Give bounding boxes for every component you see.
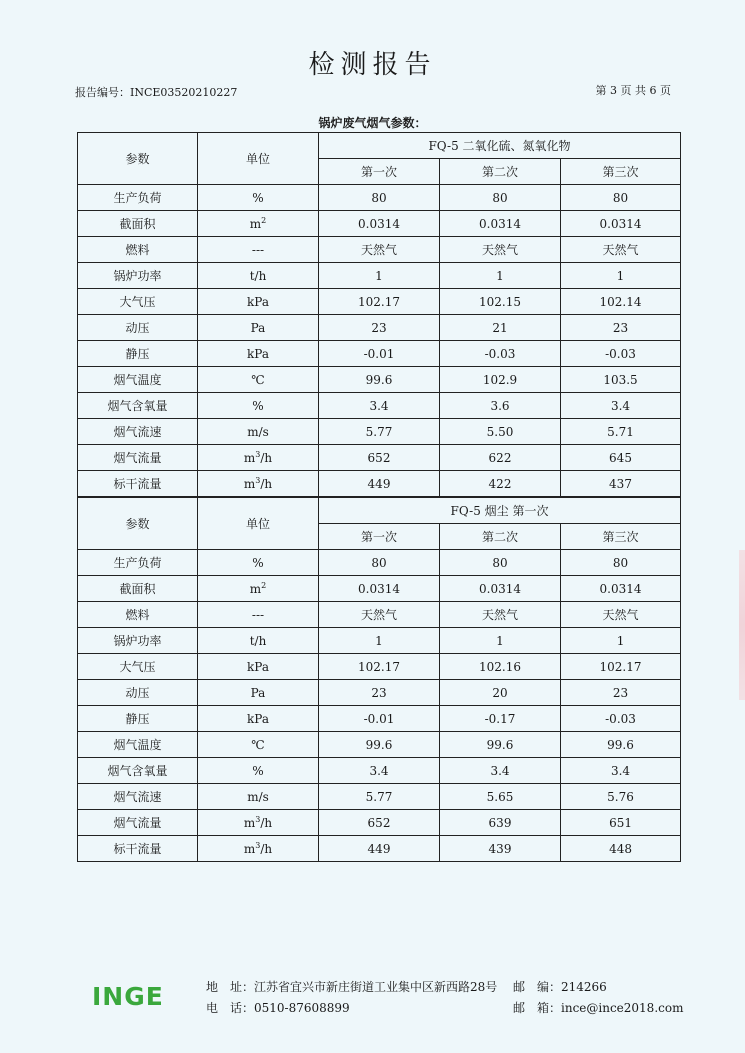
header-run: 第二次: [440, 524, 561, 550]
value-cell: 449: [319, 836, 440, 862]
unit-text: ---: [251, 607, 265, 622]
header-run: 第一次: [319, 524, 440, 550]
value-cell: 99.6: [440, 732, 561, 758]
value-cell: 5.77: [319, 784, 440, 810]
param-cell: 大气压: [78, 654, 198, 680]
table-row: [78, 550, 681, 576]
value-cell: 3.6: [440, 393, 561, 419]
unit-cell: [198, 628, 319, 654]
logo-text: INGE: [92, 982, 164, 1010]
unit-cell: [198, 185, 319, 211]
report-number: 报告编号：INCE03520210227: [75, 86, 238, 99]
footer-postcode: 邮 编：214266: [513, 980, 607, 994]
footer-email: 邮 箱：ince@ince2018.com: [513, 1001, 684, 1015]
param-cell: 燃料: [78, 237, 198, 263]
value-cell: 99.6: [561, 732, 681, 758]
value-cell: 23: [561, 315, 681, 341]
value-cell: 102.14: [561, 289, 681, 315]
unit-superscript: 2: [261, 215, 267, 225]
header-unit: 单位: [198, 133, 319, 185]
unit-cell: [198, 576, 319, 602]
value-cell: 23: [319, 315, 440, 341]
value-cell: 5.50: [440, 419, 561, 445]
table-row: [78, 263, 681, 289]
unit-text: m: [243, 476, 256, 491]
unit-text: kPa: [247, 711, 269, 726]
unit-text: %: [252, 763, 264, 778]
value-cell: 652: [319, 445, 440, 471]
value-cell: 3.4: [561, 393, 681, 419]
table-row: [78, 471, 681, 497]
inge-logo: [92, 980, 174, 1010]
unit-superscript: 3: [255, 475, 261, 485]
value-cell: 102.17: [319, 654, 440, 680]
value-cell: 23: [561, 680, 681, 706]
header-group-title: FQ-5 二氧化硫、氮氧化物: [319, 133, 681, 159]
value-cell: 天然气: [561, 602, 681, 628]
table-row: [78, 706, 681, 732]
header-group-title: FQ-5 烟尘 第一次: [319, 498, 681, 524]
param-cell: 烟气温度: [78, 732, 198, 758]
value-cell: 645: [561, 445, 681, 471]
unit-cell: [198, 263, 319, 289]
unit-text: m/s: [247, 789, 269, 804]
unit-text: m: [243, 815, 256, 830]
footer-phone: 电 话：0510-87608899: [206, 1001, 350, 1015]
value-cell: 102.9: [440, 367, 561, 393]
unit-text: kPa: [247, 346, 269, 361]
header-run: 第二次: [440, 159, 561, 185]
header-param: 参数: [78, 498, 198, 550]
param-cell: 烟气温度: [78, 367, 198, 393]
unit-cell: [198, 315, 319, 341]
value-cell: 80: [319, 185, 440, 211]
unit-text: ---: [251, 242, 265, 257]
unit-cell: [198, 211, 319, 237]
value-cell: 1: [440, 628, 561, 654]
value-cell: 651: [561, 810, 681, 836]
value-cell: 1: [319, 628, 440, 654]
param-cell: 烟气流量: [78, 445, 198, 471]
page-title: 检测报告: [308, 50, 437, 80]
unit-suffix: /h: [260, 841, 273, 856]
value-cell: 0.0314: [319, 576, 440, 602]
unit-cell: [198, 732, 319, 758]
table-row: [78, 576, 681, 602]
unit-text: t/h: [249, 633, 267, 648]
value-cell: 天然气: [440, 602, 561, 628]
unit-cell: [198, 784, 319, 810]
unit-suffix: /h: [260, 815, 273, 830]
value-cell: 0.0314: [561, 211, 681, 237]
param-cell: 燃料: [78, 602, 198, 628]
value-cell: 80: [319, 550, 440, 576]
param-cell: 截面积: [78, 211, 198, 237]
table-header-row: [78, 498, 681, 524]
header-run: 第三次: [561, 159, 681, 185]
table-row: [78, 341, 681, 367]
page-indicator: 第 3 页 共 6 页: [595, 84, 671, 97]
param-cell: 静压: [78, 706, 198, 732]
value-cell: 102.17: [319, 289, 440, 315]
table-row: [78, 810, 681, 836]
value-cell: 5.71: [561, 419, 681, 445]
unit-cell: [198, 471, 319, 497]
value-cell: 5.77: [319, 419, 440, 445]
unit-text: kPa: [247, 659, 269, 674]
unit-superscript: 2: [261, 580, 267, 590]
unit-cell: [198, 341, 319, 367]
table-row: [78, 393, 681, 419]
value-cell: 639: [440, 810, 561, 836]
value-cell: 448: [561, 836, 681, 862]
value-cell: 23: [319, 680, 440, 706]
value-cell: 80: [440, 550, 561, 576]
unit-cell: [198, 758, 319, 784]
unit-cell: [198, 654, 319, 680]
unit-cell: [198, 367, 319, 393]
unit-text: m/s: [247, 424, 269, 439]
unit-text: m: [249, 216, 262, 231]
table-header-row: [78, 133, 681, 159]
unit-cell: [198, 445, 319, 471]
table-caption: 锅炉废气烟气参数：: [318, 116, 427, 130]
table-row: [78, 419, 681, 445]
value-cell: 20: [440, 680, 561, 706]
unit-text: t/h: [249, 268, 267, 283]
value-cell: 99.6: [319, 732, 440, 758]
table-row: [78, 185, 681, 211]
value-cell: 80: [561, 550, 681, 576]
param-cell: 标干流量: [78, 836, 198, 862]
param-cell: 标干流量: [78, 471, 198, 497]
value-cell: 3.4: [319, 758, 440, 784]
unit-text: kPa: [247, 294, 269, 309]
unit-superscript: 3: [255, 814, 261, 824]
table-row: [78, 315, 681, 341]
param-cell: 烟气流量: [78, 810, 198, 836]
value-cell: 天然气: [561, 237, 681, 263]
value-cell: 102.17: [561, 654, 681, 680]
value-cell: 5.65: [440, 784, 561, 810]
value-cell: 天然气: [319, 237, 440, 263]
value-cell: 1: [561, 263, 681, 289]
seal-edge-mark: [739, 550, 745, 700]
value-cell: 5.76: [561, 784, 681, 810]
value-cell: 80: [440, 185, 561, 211]
value-cell: -0.17: [440, 706, 561, 732]
unit-text: %: [252, 398, 264, 413]
unit-text: %: [252, 190, 264, 205]
value-cell: 1: [440, 263, 561, 289]
header-run: 第一次: [319, 159, 440, 185]
unit-cell: [198, 550, 319, 576]
unit-text: %: [252, 555, 264, 570]
unit-cell: [198, 419, 319, 445]
value-cell: 102.16: [440, 654, 561, 680]
flue-gas-table-so2-nox: [77, 132, 681, 497]
table-row: [78, 758, 681, 784]
value-cell: 422: [440, 471, 561, 497]
value-cell: -0.01: [319, 706, 440, 732]
footer-address: 地 址：江苏省宜兴市新庄街道工业集中区新西路28号: [206, 980, 498, 994]
value-cell: 622: [440, 445, 561, 471]
param-cell: 锅炉功率: [78, 628, 198, 654]
table-row: [78, 367, 681, 393]
unit-text: m: [243, 841, 256, 856]
value-cell: 1: [319, 263, 440, 289]
param-cell: 大气压: [78, 289, 198, 315]
param-cell: 烟气含氧量: [78, 758, 198, 784]
value-cell: 0.0314: [561, 576, 681, 602]
header-unit: 单位: [198, 498, 319, 550]
table-row: [78, 732, 681, 758]
value-cell: 99.6: [319, 367, 440, 393]
table-row: [78, 836, 681, 862]
unit-cell: [198, 237, 319, 263]
value-cell: 1: [561, 628, 681, 654]
table-row: [78, 602, 681, 628]
param-cell: 动压: [78, 680, 198, 706]
unit-text: ℃: [251, 737, 265, 752]
unit-cell: [198, 393, 319, 419]
table-row: [78, 628, 681, 654]
value-cell: 0.0314: [440, 576, 561, 602]
param-cell: 烟气含氧量: [78, 393, 198, 419]
param-cell: 烟气流速: [78, 784, 198, 810]
value-cell: -0.01: [319, 341, 440, 367]
table-row: [78, 211, 681, 237]
value-cell: 102.15: [440, 289, 561, 315]
value-cell: -0.03: [561, 706, 681, 732]
value-cell: 3.4: [319, 393, 440, 419]
param-cell: 锅炉功率: [78, 263, 198, 289]
param-cell: 截面积: [78, 576, 198, 602]
value-cell: 449: [319, 471, 440, 497]
header-param: 参数: [78, 133, 198, 185]
unit-text: Pa: [250, 685, 266, 700]
unit-text: m: [249, 581, 262, 596]
param-cell: 生产负荷: [78, 550, 198, 576]
table-row: [78, 237, 681, 263]
unit-cell: [198, 706, 319, 732]
param-cell: 烟气流速: [78, 419, 198, 445]
value-cell: 437: [561, 471, 681, 497]
value-cell: -0.03: [561, 341, 681, 367]
flue-gas-table-dust: [77, 497, 681, 862]
unit-cell: [198, 289, 319, 315]
value-cell: 3.4: [561, 758, 681, 784]
value-cell: 0.0314: [440, 211, 561, 237]
unit-cell: [198, 680, 319, 706]
value-cell: 21: [440, 315, 561, 341]
unit-cell: [198, 836, 319, 862]
unit-cell: [198, 602, 319, 628]
unit-superscript: 3: [255, 840, 261, 850]
value-cell: 天然气: [440, 237, 561, 263]
table-row: [78, 680, 681, 706]
param-cell: 动压: [78, 315, 198, 341]
unit-suffix: /h: [260, 476, 273, 491]
value-cell: 80: [561, 185, 681, 211]
table-row: [78, 445, 681, 471]
value-cell: 103.5: [561, 367, 681, 393]
param-cell: 静压: [78, 341, 198, 367]
unit-suffix: /h: [260, 450, 273, 465]
value-cell: 652: [319, 810, 440, 836]
value-cell: 3.4: [440, 758, 561, 784]
value-cell: 439: [440, 836, 561, 862]
value-cell: 天然气: [319, 602, 440, 628]
table-row: [78, 784, 681, 810]
unit-text: Pa: [250, 320, 266, 335]
unit-text: ℃: [251, 372, 265, 387]
value-cell: 0.0314: [319, 211, 440, 237]
value-cell: -0.03: [440, 341, 561, 367]
table-row: [78, 289, 681, 315]
unit-superscript: 3: [255, 449, 261, 459]
unit-text: m: [243, 450, 256, 465]
header-run: 第三次: [561, 524, 681, 550]
param-cell: 生产负荷: [78, 185, 198, 211]
table-row: [78, 654, 681, 680]
unit-cell: [198, 810, 319, 836]
